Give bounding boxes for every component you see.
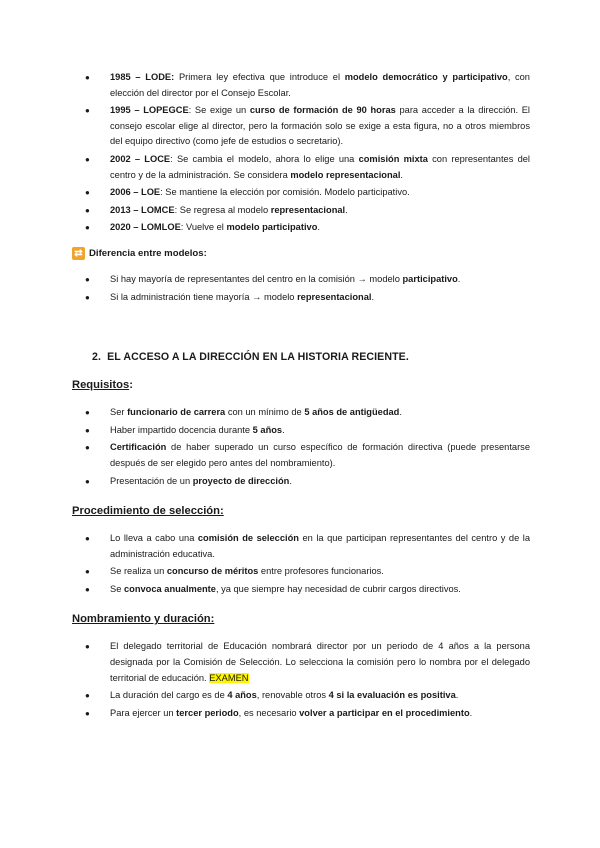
list-item: ● Se realiza un concurso de méritos entre profesores funcionarios. <box>72 564 530 580</box>
procedimiento-list <box>72 531 530 597</box>
list-item: ● Haber impartido docencia durante 5 años. <box>72 423 530 439</box>
requisitos-heading: Requisitos: <box>72 379 133 392</box>
list-item: ● 1995 – LOPEGCE: Se exige un curso de formación de 90 horas para acceder a la dirección. El consejo escolar elige al director, pero la formación solo se exige a esta figura, no a otros miembros del equipo directivo (como jefe de estudios o secretario). <box>72 103 530 150</box>
list-item: ● 2006 – LOE: Se mantiene la elección por comisión. Modelo participativo. <box>72 185 530 201</box>
list-item: ● Si la administración tiene mayoría → modelo representacional. <box>72 290 530 306</box>
list-item: ● 2020 – LOMLOE: Vuelve el modelo participativo. <box>72 220 530 236</box>
nombramiento-heading: Nombramiento y duración: <box>72 613 215 626</box>
diff-list <box>72 272 530 305</box>
exam-highlight: EXAMEN <box>209 672 249 683</box>
list-item: ● Para ejercer un tercer periodo, es necesario volver a participar en el procedimiento. <box>72 706 530 722</box>
procedimiento-heading: Procedimiento de selección: <box>72 505 224 518</box>
list-item: ● Certificación de haber superado un curso específico de formación directiva (puede presentarse después de ser elegido pero antes del nombramiento). <box>72 440 530 471</box>
requisitos-list <box>72 405 530 489</box>
history-list <box>72 70 530 236</box>
list-item: ● Presentación de un proyecto de dirección. <box>72 474 530 490</box>
list-item: ● Lo lleva a cabo una comisión de selección en la que participan representantes del centro y de la administración educativa. <box>72 531 530 562</box>
section-heading: 2. EL ACCESO A LA DIRECCIÓN EN LA HISTORIA RECIENTE. <box>92 351 409 364</box>
list-item: ● Ser funcionario de carrera con un mínimo de 5 años de antigüedad. <box>72 405 530 421</box>
list-item: ● Si hay mayoría de representantes del centro en la comisión → modelo participativo. <box>72 272 530 288</box>
list-item: ● 1985 – LODE: Primera ley efectiva que introduce el modelo democrático y participativo, con elección del director por el Consejo Escolar. <box>72 70 530 101</box>
nombramiento-list <box>72 639 530 721</box>
list-item: ● 2002 – LOCE: Se cambia el modelo, ahora lo elige una comisión mixta con representantes del centro y de la administración. Se considera modelo representacional. <box>72 152 530 183</box>
repeat-icon: ⇄ <box>72 247 85 260</box>
diff-title: Diferencia entre modelos: <box>89 247 207 259</box>
diff-heading <box>72 247 530 260</box>
list-item: ● La duración del cargo es de 4 años, renovable otros 4 si la evaluación es positiva. <box>72 688 530 704</box>
list-item: ● Se convoca anualmente, ya que siempre hay necesidad de cubrir cargos directivos. <box>72 582 530 598</box>
list-item: ● 2013 – LOMCE: Se regresa al modelo representacional. <box>72 203 530 219</box>
list-item: ● El delegado territorial de Educación nombrará director por un periodo de 4 años a la persona designada por la Comisión de Selección. Lo selecciona la comisión pero lo nombra por el delegado territorial de educación. EXAMEN <box>72 639 530 686</box>
